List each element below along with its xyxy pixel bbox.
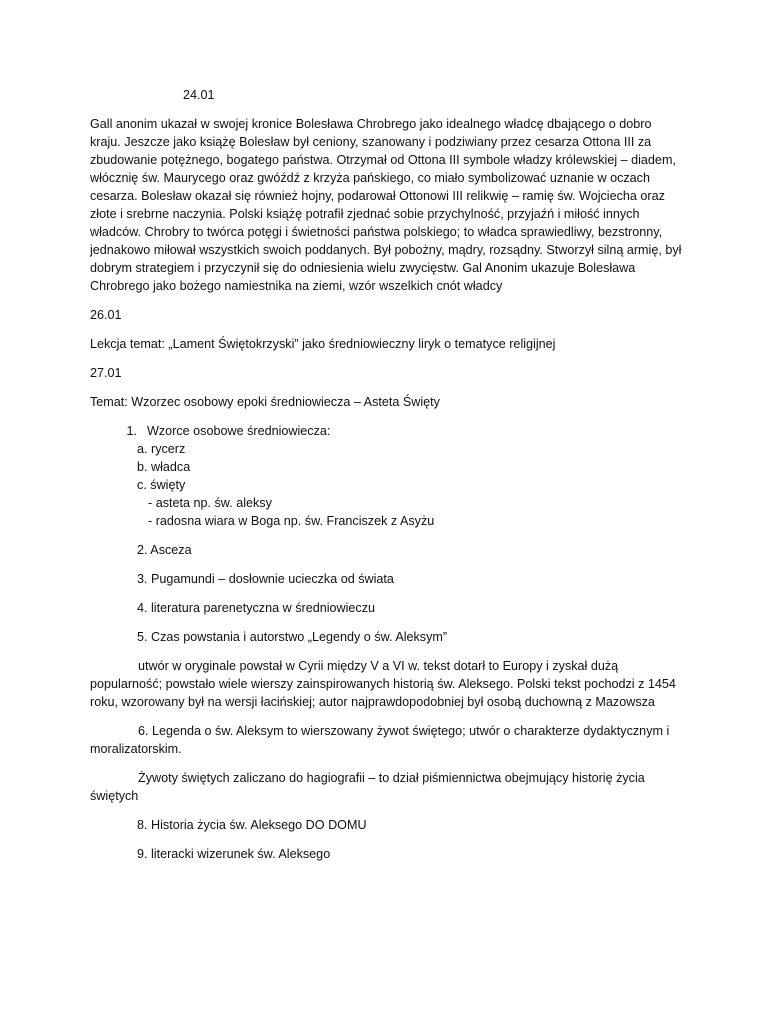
list-number: 1.: [126, 424, 137, 438]
list-item-2: 2. Asceza: [137, 543, 192, 557]
sub-item-b: b. władca: [137, 460, 191, 474]
sub-item-c: c. święty: [137, 478, 186, 492]
list-item-9: 9. literacki wizerunek św. Aleksego: [137, 847, 331, 861]
paragraph-chrobry: Gall anonim ukazał w swojej kronice Bolesława Chrobrego jako idealnego władcę dbającego o dobro kraju. Jeszcze jako książę Bolesław był ceniony, szanowany i podziwiany przez cesarza Ottona III za zbudowanie potężnego, bogatego państwa. Otrzymał od Ottona III symbole władzy królewskiej – diadem, włócznię św. Maurycego oraz gwóźdź z krzyża pańskiego, co miało symbolizować uznanie w oczach cesarza. Bolesław okazał się również hojny, podarował Ottonowi III relikwię – ramię św. Wojciecha oraz złote i srebrne naczynia. Polski książę potrafił zjednać sobie przychylność, przyjaźń i miłość innych władców. Chrobry to twórca potęgi i świetności państwa polskiego; to władca sprawiedliwy, bezstronny, jednakowo miłował wszystkich swoich poddanych. Był pobożny, mądry, rozsądny. Stworzył silną armię, był dobrym strategiem i przyczynił się do odniesienia wielu zwycięstw. Gal Anonim ukazuje Bolesława Chrobrego jako bożego namiestnika na ziemi, wzór wszelkich cnót władcy: [90, 117, 682, 293]
date-heading-3: 27.01: [90, 366, 122, 380]
paragraph-hagiography: Żywoty świętych zaliczano do hagiografii – to dział piśmiennictwa obejmujący historię życia świętych: [90, 771, 645, 803]
date-heading-2: 26.01: [90, 308, 122, 322]
paragraph-origin: utwór w oryginale powstał w Cyrii między V a VI w. tekst dotarł to Europy i zyskał dużą popularność; powstało wiele wierszy zainspirowanych historią św. Aleksego. Polski tekst pochodzi z 1454 roku, wzorowany był na wersji łacińskiej; autor najprawdopodobniej był osobą duchowną z Mazowsza: [90, 659, 676, 709]
numbered-list: [90, 422, 682, 530]
list-item-6: 6. Legenda o św. Aleksym to wierszowany żywot świętego; utwór o charakterze dydaktycznym i moralizatorskim.: [90, 724, 670, 756]
list-item-text: Wzorce osobowe średniowiecza:: [147, 424, 331, 438]
document-page: [90, 86, 682, 874]
lesson-topic-2: Temat: Wzorzec osobowy epoki średniowiecza – Asteta Święty: [90, 395, 440, 409]
date-heading-1: 24.01: [183, 88, 215, 102]
list-item-3: 3. Pugamundi – dosłownie ucieczka od świata: [137, 572, 394, 586]
sub-item-a: a. rycerz: [137, 442, 186, 456]
sub-sub-item-1: - asteta np. św. aleksy: [148, 496, 272, 510]
list-item-4: 4. literatura parenetyczna w średniowieczu: [137, 601, 376, 615]
sub-sub-item-2: - radosna wiara w Boga np. św. Franciszek z Asyżu: [148, 514, 435, 528]
list-item-1: [90, 422, 682, 440]
list-item-5: 5. Czas powstania i autorstwo „Legendy o św. Aleksym”: [137, 630, 448, 644]
lesson-topic: Lekcja temat: „Lament Świętokrzyski” jako średniowieczny liryk o tematyce religijnej: [90, 337, 556, 351]
list-item-8: 8. Historia życia św. Aleksego DO DOMU: [137, 818, 367, 832]
